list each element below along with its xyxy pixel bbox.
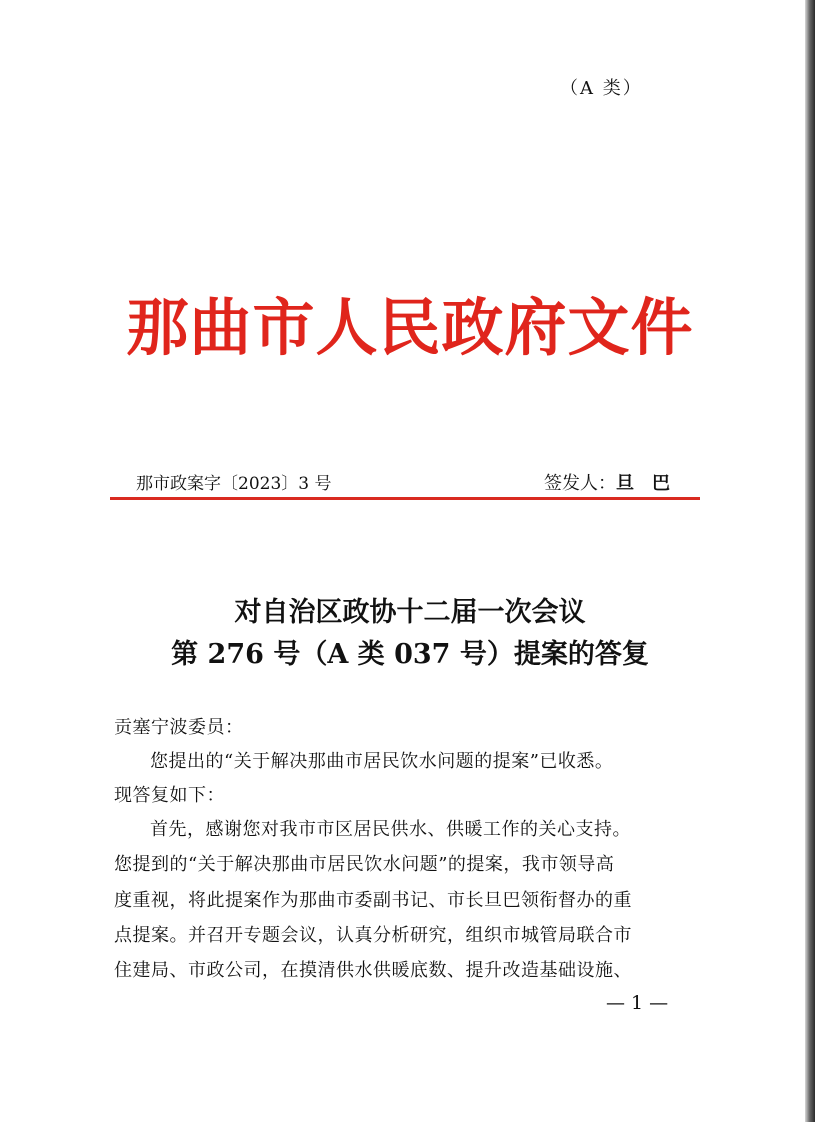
page-number: — 1 — xyxy=(606,992,669,1014)
scan-page-edge xyxy=(805,0,815,1122)
body-paragraph-line: 点提案。并召开专题会议，认真分析研究，组织市城管局联合市 xyxy=(114,925,632,946)
reply-title-line1: 对自治区政协十二届一次会议 xyxy=(234,597,586,628)
salutation: 贡塞宁波委员： xyxy=(114,717,244,738)
reference-line xyxy=(120,469,700,495)
document-number: 那市政案字〔2023〕3 号 xyxy=(136,474,332,494)
body-paragraph-line: 您提出的“关于解决那曲市居民饮水问题的提案”已收悉。 xyxy=(150,751,614,772)
reply-title-line2: 第 276 号（A 类 037 号）提案的答复 xyxy=(171,639,649,670)
signer-label: 签发人： xyxy=(544,473,616,494)
body-paragraph-line: 现答复如下： xyxy=(114,785,225,806)
signer-block xyxy=(544,469,688,495)
classification-label: （A 类） xyxy=(560,78,643,99)
document-header-title: 那曲市人民政府文件 xyxy=(126,291,694,364)
red-divider-rule xyxy=(110,497,700,500)
signer-name: 旦巴 xyxy=(616,473,688,494)
body-paragraph-line: 住建局、市政公司，在摸清供水供暖底数、提升改造基础设施、 xyxy=(114,960,632,981)
body-paragraph-line: 您提到的“关于解决那曲市居民饮水问题”的提案，我市领导高 xyxy=(114,854,615,875)
body-paragraph-line: 度重视，将此提案作为那曲市委副书记、市长旦巴领衔督办的重 xyxy=(114,890,632,911)
body-paragraph-line: 首先，感谢您对我市市区居民供水、供暖工作的关心支持。 xyxy=(150,819,631,840)
